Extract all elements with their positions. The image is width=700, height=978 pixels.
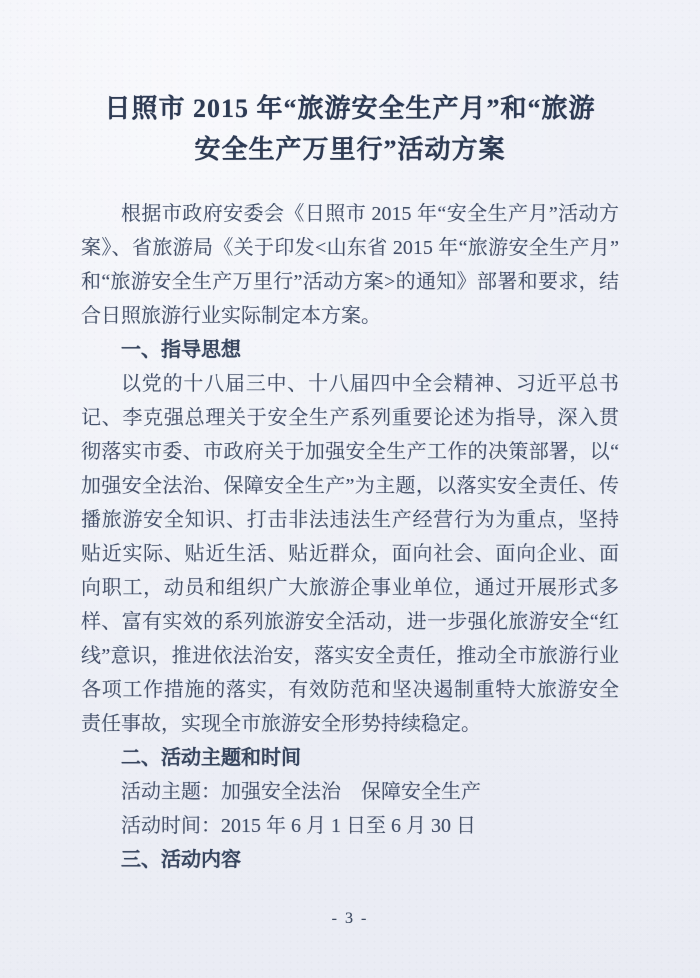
paragraph: 以党的十八届三中、十八届四中全会精神、习近平总书记、李克强总理关于安全生产系列重要论述为指导，深入贯彻落实市委、市政府关于加强安全生产工作的决策部署，以“加强安全法治、保障安全生产”为主题，以落实安全责任、传播旅游安全知识、打击非法违法生产经营行为为重点，坚持贴近实际、贴近生活、贴近群众，面向社会、面向企业、面向职工，动员和组织广大旅游企事业单位，通过开展形式多样、富有实效的系列旅游安全活动，进一步强化旅游安全“红线”意识，推进依法治安，落实安全责任，推动全市旅游行业各项工作措施的落实，有效防范和坚决遏制重特大旅游安全责任事故，实现全市旅游安全形势持续稳定。 bbox=[81, 373, 619, 735]
detail-line: 活动时间：2015 年 6 月 1 日至 6 月 30 日 bbox=[121, 815, 476, 837]
document-body bbox=[81, 197, 619, 877]
page-number: - 3 - bbox=[331, 910, 369, 927]
document-title bbox=[81, 88, 619, 170]
section-heading: 一、指导思想 bbox=[121, 339, 241, 361]
document-title-line-1: 日照市 2015 年“旅游安全生产月”和“旅游 bbox=[104, 94, 596, 123]
section-heading: 二、活动主题和时间 bbox=[121, 747, 301, 769]
document-title-line-2: 安全生产万里行”活动方案 bbox=[194, 135, 506, 164]
detail-line: 活动主题：加强安全法治 保障安全生产 bbox=[121, 781, 481, 803]
paragraph: 根据市政府安委会《日照市 2015 年“安全生产月”活动方案》、省旅游局《关于印发<山东省 2015 年“旅游安全生产月”和“旅游安全生产万里行”活动方案>的通知》部署和要求，结合日照旅游行业实际制定本方案。 bbox=[81, 203, 619, 327]
section-heading: 三、活动内容 bbox=[121, 849, 241, 871]
